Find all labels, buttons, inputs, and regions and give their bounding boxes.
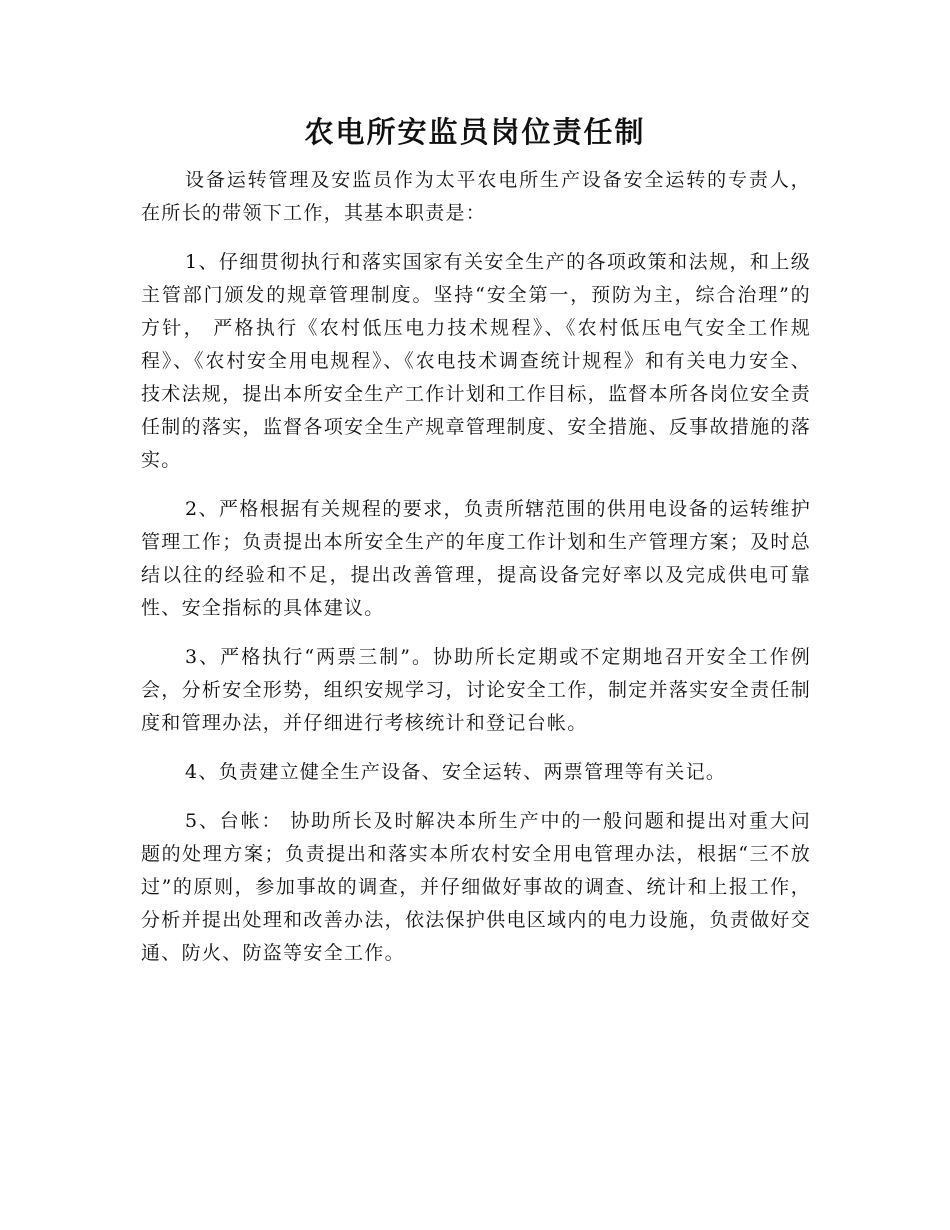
- duty-paragraph-4: 4、负责建立健全生产设备、安全运转、两票管理等有关记。: [185, 761, 727, 783]
- duty-paragraph-3: 3、严格执行“两票三制”。协助所长定期或不定期地召开安全工作例会，分析安全形势，组织安规学习，讨论安全工作，制定并落实安全责任制度和管理办法，并仔细进行考核统计和登记台帐。: [141, 646, 811, 734]
- intro-paragraph: 设备运转管理及安监员作为太平农电所生产设备安全运转的专责人，在所长的带领下工作，其基本职责是：: [141, 169, 811, 224]
- duty-paragraph-5: 5、台帐： 协助所长及时解决本所生产中的一般问题和提出对重大问题的处理方案；负责提出和落实本所农村安全用电管理办法，根据“三不放过”的原则，参加事故的调查，并仔细做好事故的调查、统计和上报工作，分析并提出处理和改善办法，依法保护供电区域内的电力设施，负责做好交通、防火、防盗等安全工作。: [141, 810, 811, 964]
- document-title: 农电所安监员岗位责任制: [304, 115, 646, 149]
- duty-paragraph-2: 2、严格根据有关规程的要求，负责所辖范围的供用电设备的运转维护管理工作；负责提出本所安全生产的年度工作计划和生产管理方案；及时总结以往的经验和不足，提出改善管理，提高设备完好率以及完成供电可靠性、安全指标的具体建议。: [141, 498, 811, 619]
- duty-paragraph-1: 1、仔细贯彻执行和落实国家有关安全生产的各项政策和法规，和上级主管部门颁发的规章管理制度。坚持“安全第一，预防为主，综合治理”的方针， 严格执行《农村低压电力技术规程》、《农村低压电气安全工作规程》、《农村安全用电规程》、《农电技术调查统计规程》和有关电力安全、技术法规，提出本所安全生产工作计划和工作目标，监督本所各岗位安全责任制的落实，监督各项安全生产规章管理制度、安全措施、反事故措施的落实。: [141, 251, 811, 471]
- document-body: [141, 164, 811, 986]
